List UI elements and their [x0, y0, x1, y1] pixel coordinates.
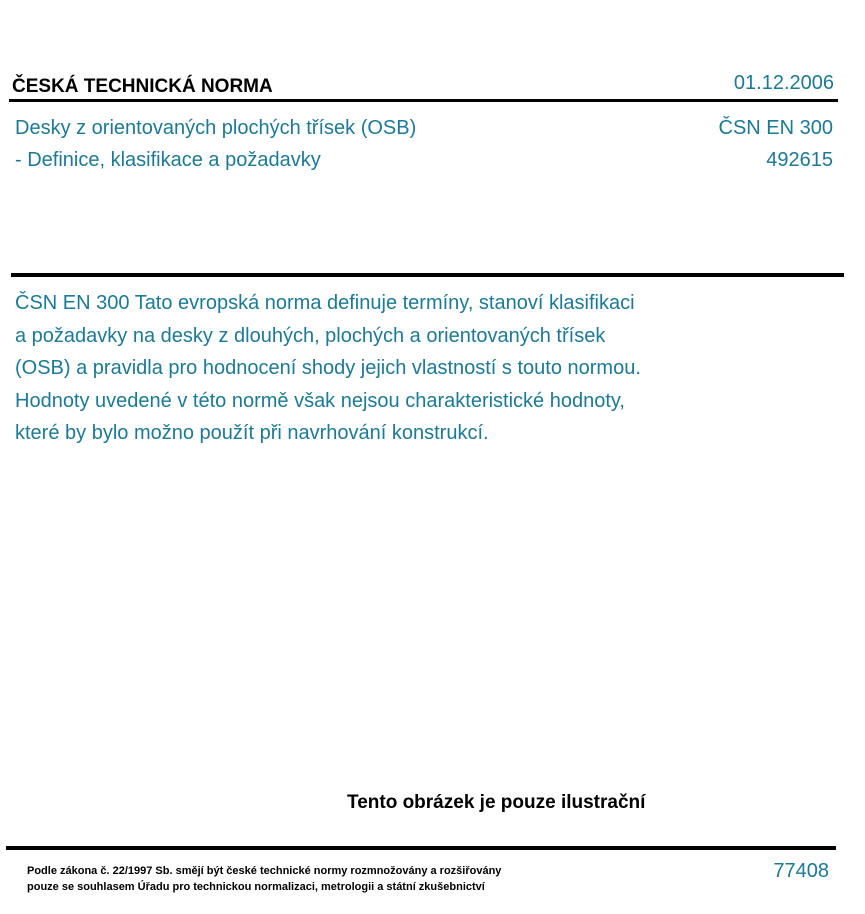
header-divider [9, 99, 838, 102]
standard-designation: ČSN EN 300 [718, 117, 833, 139]
legal-line: Podle zákona č. 22/1997 Sb. smějí být české technické normy rozmnožovány a rozšiřovány [27, 865, 502, 877]
abstract-line: ČSN EN 300 Tato evropská norma definuje termíny, stanoví klasifikaci [15, 292, 635, 314]
standard-title-line: - Definice, klasifikace a požadavky [15, 149, 321, 171]
footer-divider [6, 846, 836, 850]
illustrative-notice: Tento obrázek je pouze ilustrační [347, 792, 646, 813]
issue-date: 01.12.2006 [733, 72, 834, 94]
document-number: 77408 [773, 860, 829, 882]
section-divider [11, 273, 844, 277]
abstract-line: (OSB) a pravidla pro hodnocení shody jejich vlastností s touto normou. [15, 357, 641, 379]
abstract-line: a požadavky na desky z dlouhých, plochých a orientovaných třísek [15, 324, 606, 347]
standard-title-line: Desky z orientovaných plochých třísek (OSB) [15, 117, 417, 139]
classification-code: 492615 [766, 149, 833, 171]
abstract-line: které by bylo možno použít při navrhování konstrukcí. [15, 422, 489, 444]
abstract-line: Hodnoty uvedené v této normě však nejsou charakteristické hodnoty, [15, 389, 625, 412]
document-type-heading: ČESKÁ TECHNICKÁ NORMA [12, 76, 273, 97]
abstract-text [15, 287, 705, 450]
legal-line: pouze se souhlasem Úřadu pro technickou normalizaci, metrologii a státní zkušebnictví [27, 881, 485, 893]
legal-notice [27, 863, 501, 895]
